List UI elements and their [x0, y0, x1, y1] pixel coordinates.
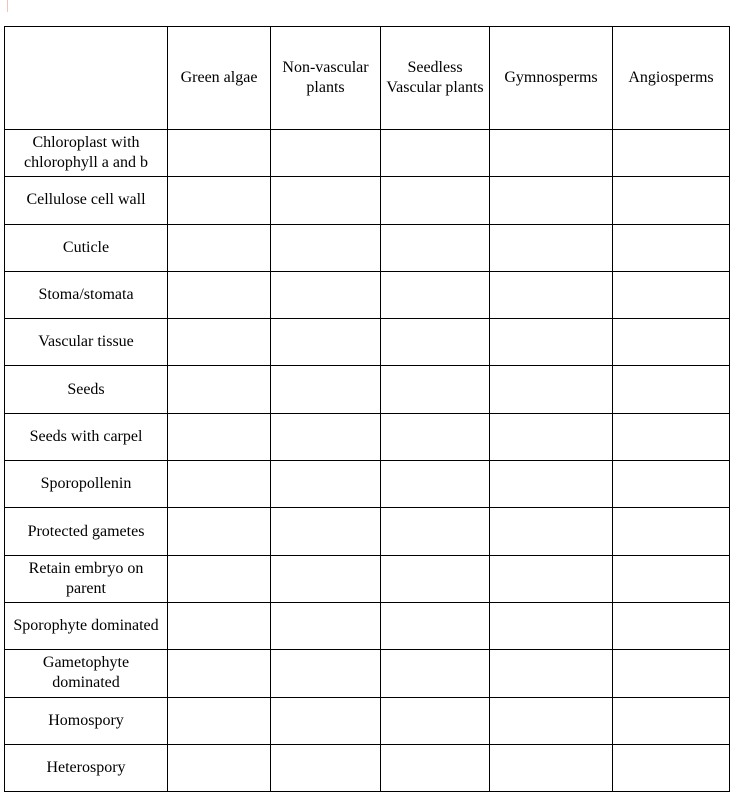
table-row: [5, 555, 730, 602]
table-cell-non-vascular-plants[interactable]: [271, 697, 381, 744]
column-header-line: Vascular plants: [386, 79, 484, 96]
row-label: [5, 366, 168, 413]
table-cell-gymnosperms[interactable]: [490, 177, 613, 224]
column-header-line: Angiosperms: [628, 69, 714, 86]
row-label: [5, 413, 168, 460]
column-header-non-vascular-plants: [271, 27, 381, 130]
row-label: [5, 130, 168, 177]
table-row: [5, 413, 730, 460]
table-cell-angiosperms[interactable]: [613, 319, 730, 366]
row-label-line: chlorophyll a and b: [24, 154, 148, 172]
table-cell-non-vascular-plants[interactable]: [271, 366, 381, 413]
table-cell-green-algae[interactable]: [168, 319, 271, 366]
table-cell-seedless-vascular-plants[interactable]: [381, 508, 490, 555]
row-label: [5, 461, 168, 508]
table-cell-seedless-vascular-plants[interactable]: [381, 555, 490, 602]
row-label-line: Homospory: [48, 711, 124, 729]
column-header-gymnosperms: [490, 27, 613, 130]
table-cell-green-algae[interactable]: [168, 224, 271, 271]
table-row: [5, 697, 730, 744]
table-cell-green-algae[interactable]: [168, 744, 271, 791]
table-row: [5, 224, 730, 271]
row-label-line: Chloroplast with: [32, 134, 140, 152]
column-header-line: Gymnosperms: [504, 69, 598, 86]
table-body: [5, 130, 730, 792]
table-cell-non-vascular-plants[interactable]: [271, 508, 381, 555]
table-cell-angiosperms[interactable]: [613, 508, 730, 555]
row-label-line: Heterospory: [46, 759, 126, 776]
column-header-green-algae: [168, 27, 271, 130]
table-cell-seedless-vascular-plants[interactable]: [381, 413, 490, 460]
table-row: [5, 319, 730, 366]
table-cell-seedless-vascular-plants[interactable]: [381, 224, 490, 271]
row-label-line: Gametophyte: [42, 654, 130, 672]
table-cell-angiosperms[interactable]: [613, 366, 730, 413]
table-cell-gymnosperms[interactable]: [490, 650, 613, 697]
row-label-line: Seeds: [67, 380, 105, 398]
table-cell-gymnosperms[interactable]: [490, 130, 613, 177]
table-cell-non-vascular-plants[interactable]: [271, 177, 381, 224]
table-cell-gymnosperms[interactable]: [490, 555, 613, 602]
table-cell-gymnosperms[interactable]: [490, 744, 613, 791]
row-label: [5, 650, 168, 697]
table-cell-angiosperms[interactable]: [613, 177, 730, 224]
row-label-line: Sporopollenin: [40, 475, 132, 493]
table-cell-green-algae[interactable]: [168, 177, 271, 224]
table-row: [5, 271, 730, 318]
table-cell-angiosperms[interactable]: [613, 271, 730, 318]
column-header-corner: [5, 27, 168, 130]
row-label-line: Stoma/stomata: [38, 286, 134, 304]
table-cell-seedless-vascular-plants[interactable]: [381, 177, 490, 224]
table-cell-angiosperms[interactable]: [613, 413, 730, 460]
row-label-line: Cellulose cell wall: [26, 191, 146, 209]
table-cell-non-vascular-plants[interactable]: [271, 602, 381, 649]
table-cell-gymnosperms[interactable]: [490, 602, 613, 649]
table-row: [5, 602, 730, 649]
table-cell-green-algae[interactable]: [168, 413, 271, 460]
table-cell-angiosperms[interactable]: [613, 461, 730, 508]
table-cell-green-algae[interactable]: [168, 461, 271, 508]
table-cell-seedless-vascular-plants[interactable]: [381, 271, 490, 318]
table-cell-non-vascular-plants[interactable]: [271, 650, 381, 697]
column-header-seedless-vascular-plants: [381, 27, 490, 130]
table-cell-seedless-vascular-plants[interactable]: [381, 650, 490, 697]
row-label-line: Vascular tissue: [38, 333, 134, 351]
table-cell-angiosperms[interactable]: [613, 697, 730, 744]
plant-traits-table: [4, 26, 730, 792]
table-row: [5, 461, 730, 508]
table-header-row: [5, 27, 730, 130]
table-cell-non-vascular-plants[interactable]: [271, 555, 381, 602]
table-cell-angiosperms[interactable]: [613, 650, 730, 697]
table-cell-green-algae[interactable]: [168, 650, 271, 697]
column-header-angiosperms: [613, 27, 730, 130]
row-label-line: parent: [66, 579, 106, 597]
row-label: [5, 508, 168, 555]
table-cell-non-vascular-plants[interactable]: [271, 461, 381, 508]
row-label: [5, 555, 168, 602]
table-cell-seedless-vascular-plants[interactable]: [381, 319, 490, 366]
row-label-line: Retain embryo on: [28, 559, 144, 577]
row-label: [5, 224, 168, 271]
table-cell-green-algae[interactable]: [168, 555, 271, 602]
table-cell-seedless-vascular-plants[interactable]: [381, 697, 490, 744]
row-label: [5, 602, 168, 649]
table-cell-seedless-vascular-plants[interactable]: [381, 602, 490, 649]
table-cell-non-vascular-plants[interactable]: [271, 413, 381, 460]
table-cell-angiosperms[interactable]: [613, 555, 730, 602]
table-cell-gymnosperms[interactable]: [490, 413, 613, 460]
table-cell-angiosperms[interactable]: [613, 224, 730, 271]
table-row: [5, 366, 730, 413]
column-header-line: Seedless: [407, 59, 463, 76]
table-cell-seedless-vascular-plants[interactable]: [381, 744, 490, 791]
row-label: [5, 319, 168, 366]
table-cell-angiosperms[interactable]: [613, 744, 730, 791]
table-cell-gymnosperms[interactable]: [490, 271, 613, 318]
table-cell-green-algae[interactable]: [168, 130, 271, 177]
column-header-line: Non-vascular: [282, 59, 369, 76]
row-label-line: Cuticle: [62, 238, 110, 256]
row-label-line: Protected gametes: [27, 522, 145, 540]
column-header-line: Green algae: [180, 69, 258, 86]
page-corner-mark: [7, 0, 8, 12]
table-cell-angiosperms[interactable]: [613, 130, 730, 177]
row-label: [5, 271, 168, 318]
column-header-line: plants: [306, 79, 345, 96]
table-cell-seedless-vascular-plants[interactable]: [381, 366, 490, 413]
row-label: [5, 744, 168, 791]
table-row: [5, 177, 730, 224]
row-label-line: dominated: [52, 674, 120, 692]
table-cell-gymnosperms[interactable]: [490, 319, 613, 366]
table-cell-gymnosperms[interactable]: [490, 461, 613, 508]
row-label: [5, 177, 168, 224]
table-cell-green-algae[interactable]: [168, 508, 271, 555]
table-row: [5, 650, 730, 697]
table-row: [5, 130, 730, 177]
table-row: [5, 508, 730, 555]
table-cell-green-algae[interactable]: [168, 697, 271, 744]
row-label: [5, 697, 168, 744]
table-cell-seedless-vascular-plants[interactable]: [381, 130, 490, 177]
table-cell-non-vascular-plants[interactable]: [271, 271, 381, 318]
table-cell-gymnosperms[interactable]: [490, 366, 613, 413]
table-cell-angiosperms[interactable]: [613, 602, 730, 649]
table-cell-green-algae[interactable]: [168, 366, 271, 413]
table-cell-non-vascular-plants[interactable]: [271, 319, 381, 366]
table-cell-non-vascular-plants[interactable]: [271, 744, 381, 791]
row-label-line: Sporophyte dominated: [13, 617, 159, 635]
table-cell-green-algae[interactable]: [168, 602, 271, 649]
table-cell-gymnosperms[interactable]: [490, 224, 613, 271]
row-label-line: Seeds with carpel: [29, 427, 143, 445]
table-cell-seedless-vascular-plants[interactable]: [381, 461, 490, 508]
table-cell-non-vascular-plants[interactable]: [271, 130, 381, 177]
table-cell-gymnosperms[interactable]: [490, 508, 613, 555]
table-cell-gymnosperms[interactable]: [490, 697, 613, 744]
table-cell-green-algae[interactable]: [168, 271, 271, 318]
table-cell-non-vascular-plants[interactable]: [271, 224, 381, 271]
table-row: [5, 744, 730, 791]
